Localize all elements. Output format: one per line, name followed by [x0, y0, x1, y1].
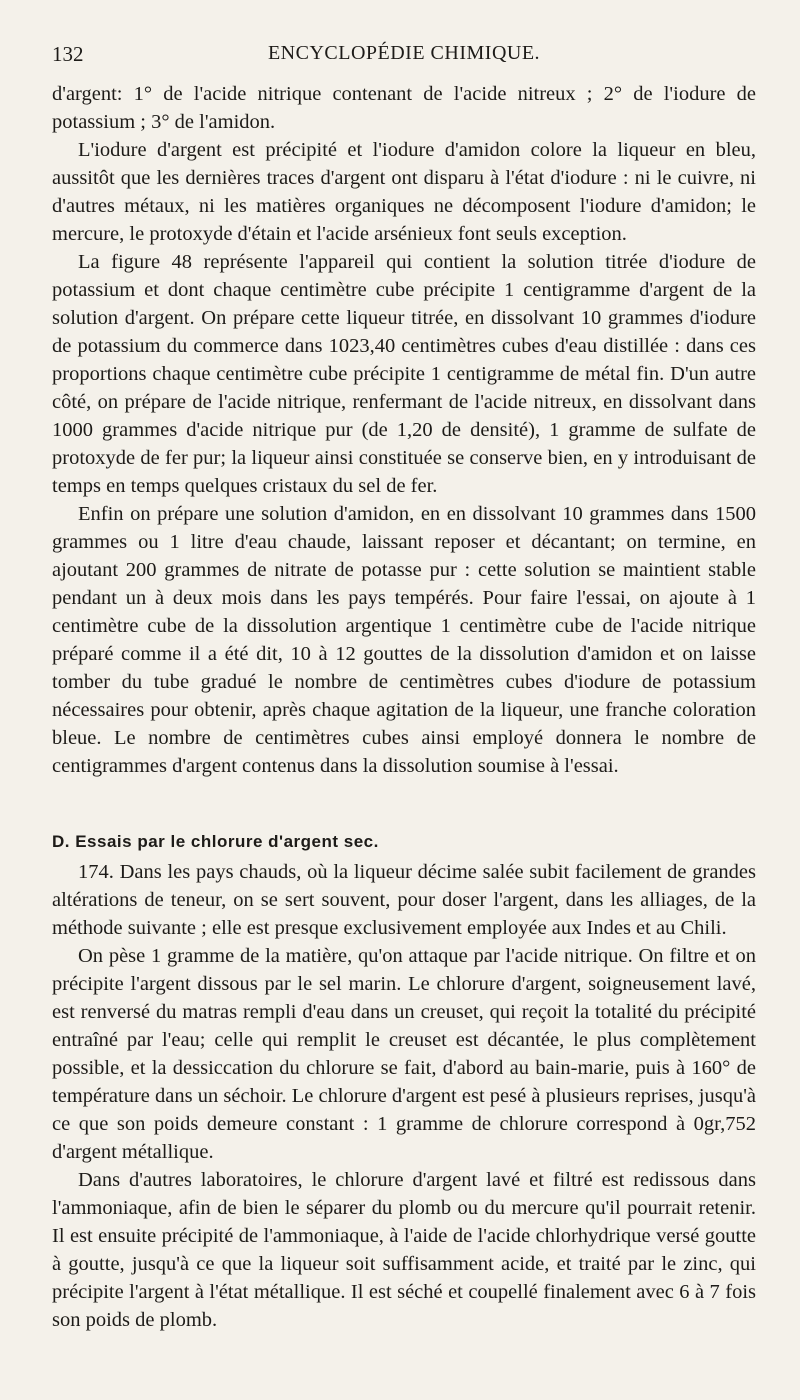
page-number: 132 [52, 42, 84, 66]
paragraph: La figure 48 représente l'appareil qui contient la solution titrée d'iodure de potassium et dont chaque centimètre cube précipite 1 centigramme d'argent de la solution d'argent. On prépare cette liqueur titrée, en dissolvant 10 grammes d'iodure de potassium du commerce dans 1023,40 centimètres cubes d'eau distillée : dans ces proportions chaque centimètre cube précipite 1 centigramme de métal fin. D'un autre côté, on prépare de l'acide nitrique, renfermant de l'acide nitreux, en dissolvant dans 1000 grammes d'acide nitrique pur (de 1,20 de densité), 1 gramme de sulfate de protoxyde de fer pur; la liqueur ainsi constituée se conserve bien, en y introduisant de temps en temps quelques cristaux du sel de fer. [52, 251, 756, 497]
paragraph: d'argent: 1° de l'acide nitrique contenant de l'acide nitreux ; 2° de l'iodure de potassium ; 3° de l'amidon. [52, 83, 756, 133]
running-title: ENCYCLOPÉDIE CHIMIQUE. [267, 42, 541, 64]
paragraph: On pèse 1 gramme de la matière, qu'on attaque par l'acide nitrique. On filtre et on précipite l'argent dissous par le sel marin. Le chlorure d'argent, soigneusement lavé, est renversé du matras rempli d'eau dans un creuset, qui reçoit la totalité du précipité entraîné par l'eau; celle qui remplit le creuset est décantée, le plus complètement possible, et la dessiccation du chlorure se fait, d'abord au bain-marie, puis à 160° de température dans un séchoir. Le chlorure d'argent est pesé à plusieurs reprises, jusqu'à ce que son poids demeure constant : 1 gramme de chlorure correspond à 0gr,752 d'argent métallique. [52, 945, 756, 1163]
paragraph: L'iodure d'argent est précipité et l'iodure d'amidon colore la liqueur en bleu, aussitôt que les dernières traces d'argent ont disparu à l'état d'iodure : ni le cuivre, ni d'autres métaux, ni les matières organiques ne décomposent l'iodure d'amidon; le mercure, le protoxyde d'étain et l'acide arsénieux font seuls exception. [52, 139, 756, 245]
section-heading: D. Essais par le chlorure d'argent sec. [52, 832, 379, 851]
paragraph: 174. Dans les pays chauds, où la liqueur décime salée subit facilement de grandes altérations de teneur, on se sert souvent, pour doser l'argent, dans les alliages, de la méthode suivante ; elle est presque exclusivement employée aux Indes et au Chili. [52, 861, 756, 939]
page-body [52, 80, 756, 1334]
running-header [52, 42, 756, 72]
paragraph: Dans d'autres laboratoires, le chlorure d'argent lavé et filtré est redissous dans l'ammoniaque, afin de bien le séparer du plomb ou du mercure qu'il pourrait retenir. Il est ensuite précipité de l'ammoniaque, à l'aide de l'acide chlorhydrique versé goutte à goutte, jusqu'à ce que la liqueur soit suffisamment acide, et traité par le zinc, qui précipite l'argent à l'état métallique. Il est séché et coupellé finalement avec 6 à 7 fois son poids de plomb. [52, 1169, 756, 1331]
paragraph: Enfin on prépare une solution d'amidon, en en dissolvant 10 grammes dans 1500 grammes ou 1 litre d'eau chaude, laissant reposer et décantant; on termine, en ajoutant 200 grammes de nitrate de potasse pur : cette solution se maintient stable pendant un à deux mois dans les pays tempérés. Pour faire l'essai, on ajoute à 1 centimètre cube de la dissolution argentique 1 centimètre cube de l'acide nitrique préparé comme il a été dit, 10 à 12 gouttes de la dissolution d'amidon et on laisse tomber du tube gradué le nombre de centimètres cubes d'iodure de potassium nécessaires pour obtenir, après chaque agitation de la liqueur, une franche coloration bleue. Le nombre de centimètres cubes ainsi employé donnera le nombre de centigrammes d'argent contenus dans la dissolution soumise à l'essai. [52, 503, 756, 777]
